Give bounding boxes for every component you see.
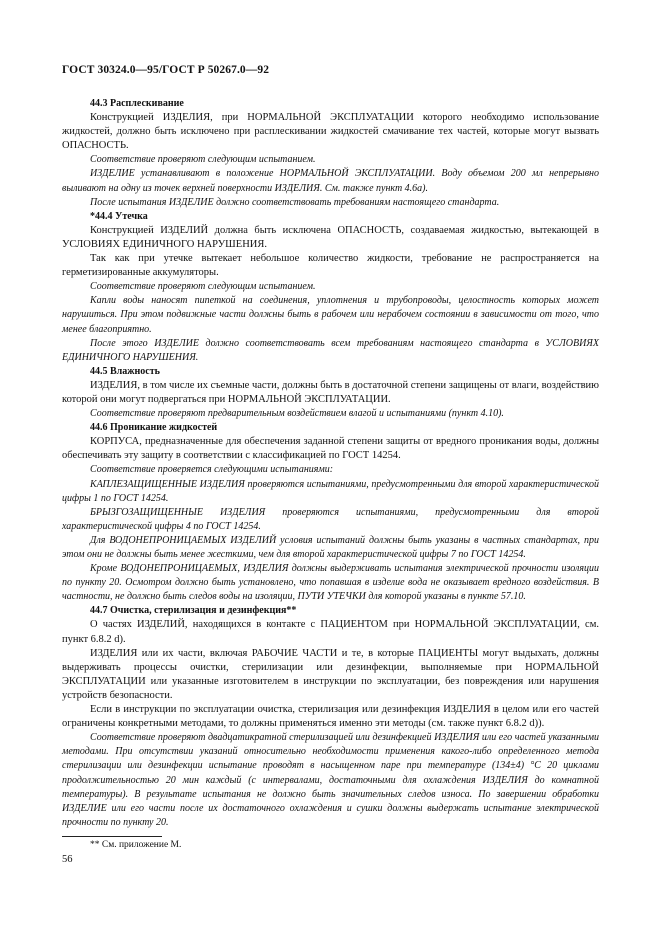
paragraph: Конструкцией ИЗДЕЛИЯ, при НОРМАЛЬНОЙ ЭКСПЛУАТАЦИИ которого необходимо использование жидкостей, должно быть исключено при расплескивании жидкостей смачивание тех частей, которые могут вызвать ОПАСНОСТЬ. <box>62 112 599 152</box>
section-heading: 44.5 Влажность <box>90 365 160 377</box>
document-page <box>62 64 599 850</box>
document-body <box>62 97 599 830</box>
paragraph: Соответствие проверяют предварительным воздействием влагой и испытаниями (пункт 4.10). <box>90 408 504 420</box>
paragraph: Если в инструкции по эксплуатации очистка, стерилизация или дезинфекция ИЗДЕЛИЯ в целом или его частей ограничены конкретными методами, то должны применяться именно эти методы (см. также пункт 6.8.2 d)). <box>62 704 599 730</box>
paragraph: Кроме ВОДОНЕПРОНИЦАЕМЫХ, ИЗДЕЛИЯ должны выдерживать испытания электрической прочности изоляции по пункту 20. Осмотром должно быть установлено, что попавшая в изделие вода не оказывает вредного воздействия. В частности, не должно быть следов воды на изоляции, ПУТИ УТЕЧКИ для которой указаны в пункте 57.10. <box>62 563 599 603</box>
paragraph: О частях ИЗДЕЛИЙ, находящихся в контакте с ПАЦИЕНТОМ при НОРМАЛЬНОЙ ЭКСПЛУАТАЦИИ, см. пункт 6.8.2 d). <box>62 619 599 645</box>
paragraph: ИЗДЕЛИЯ, в том числе их съемные части, должны быть в достаточной степени защищены от влаги, воздействию которой они могут подвергаться при НОРМАЛЬНОЙ ЭКСПЛУАТАЦИИ. <box>62 379 599 405</box>
section-heading: 44.3 Расплескивание <box>90 98 184 109</box>
paragraph: ИЗДЕЛИЕ устанавливают в положение НОРМАЛЬНОЙ ЭКСПЛУАТАЦИИ. Воду объемом 200 мл непрерывно выливают на одну из точек верхней поверхности ИЗДЕЛИЯ. См. также пункт 4.6а). <box>62 168 599 194</box>
paragraph: КАПЛЕЗАЩИЩЕННЫЕ ИЗДЕЛИЯ проверяются испытаниями, предусмотренными для второй характеристической цифры 1 по ГОСТ 14254. <box>62 478 599 504</box>
paragraph: После этого ИЗДЕЛИЕ должно соответствовать всем требованиям настоящего стандарта в УСЛОВИЯХ ЕДИНИЧНОГО НАРУШЕНИЯ. <box>62 337 599 363</box>
paragraph: Соответствие проверяют следующим испытанием. <box>90 154 316 166</box>
paragraph: Для ВОДОНЕПРОНИЦАЕМЫХ ИЗДЕЛИЙ условия испытаний должны быть указаны в частных стандартах, при этом они не должны быть менее жесткими, чем для второй характеристической цифры 7 по ГОСТ 14254. <box>62 534 599 560</box>
paragraph: Соответствие проверяют следующим испытанием. <box>90 281 316 293</box>
paragraph: После испытания ИЗДЕЛИЕ должно соответствовать требованиям настоящего стандарта. <box>90 196 500 208</box>
paragraph: Так как при утечке вытекает небольшое количество жидкости, требование не распространяется на герметизированные аккумуляторы. <box>62 253 599 279</box>
paragraph: Капли воды наносят пипеткой на соединения, уплотнения и трубопроводы, целостность которых может нарушиться. При этом подвижные части должны быть в рабочем или нерабочем состоянии в зависимости от того, что менее благоприятно. <box>62 295 599 335</box>
page-number: 56 <box>62 854 73 865</box>
section-heading: *44.4 Утечка <box>90 210 148 222</box>
paragraph: Конструкцией ИЗДЕЛИЙ должна быть исключена ОПАСНОСТЬ, создаваемая жидкостью, вытекающей в УСЛОВИЯХ ЕДИНИЧНОГО НАРУШЕНИЯ. <box>62 224 599 250</box>
paragraph: ИЗДЕЛИЯ или их части, включая РАБОЧИЕ ЧАСТИ и те, в которые ПАЦИЕНТЫ могут выдыхать, должны выдерживать процессы очистки, стерилизации или дезинфекции, выполняемые при НОРМАЛЬНОЙ ЭКСПЛУАТАЦИИ или указанные изготовителем в инструкции по эксплуатации, без повреждения или нарушения устройств безопасности. <box>62 647 599 701</box>
footnote: ** См. приложение М. <box>90 839 182 850</box>
paragraph: БРЫЗГОЗАЩИЩЕННЫЕ ИЗДЕЛИЯ проверяются испытаниями, предусмотренными для второй характеристической цифры 4 по ГОСТ 14254. <box>62 506 599 532</box>
paragraph: Соответствие проверяют двадцатикратной стерилизацией или дезинфекцией ИЗДЕЛИЯ или его частей указанными методами. При отсутствии указаний относительно необходимости применения какого-либо определенного метода стерилизации или дезинфекции испытание проводят в насыщенном паре при температуре (134±4) °С 20 циклами продолжительностью 20 мин каждый (с интервалами, достаточными для охлаждения ИЗДЕЛИЯ до комнатной температуры). В результате испытания не должно быть значительных следов износа. По завершении обработки ИЗДЕЛИЕ или его части после их достаточного охлаждения и сушки должны выдержать испытание электрической прочности по пункту 20. <box>62 732 599 828</box>
section-heading: 44.6 Проникание жидкостей <box>90 422 218 434</box>
footnote-rule <box>62 836 162 837</box>
section-heading: 44.7 Очистка, стерилизация и дезинфекция** <box>90 605 297 617</box>
paragraph: КОРПУСА, предназначенные для обеспечения заданной степени защиты от вредного проникания воды, должны обеспечивать эту защиту в соответствии с классификацией по ГОСТ 14254. <box>62 436 599 462</box>
document-header: ГОСТ 30324.0—95/ГОСТ Р 50267.0—92 <box>62 64 270 76</box>
paragraph: Соответствие проверяется следующими испытаниями: <box>90 464 334 476</box>
